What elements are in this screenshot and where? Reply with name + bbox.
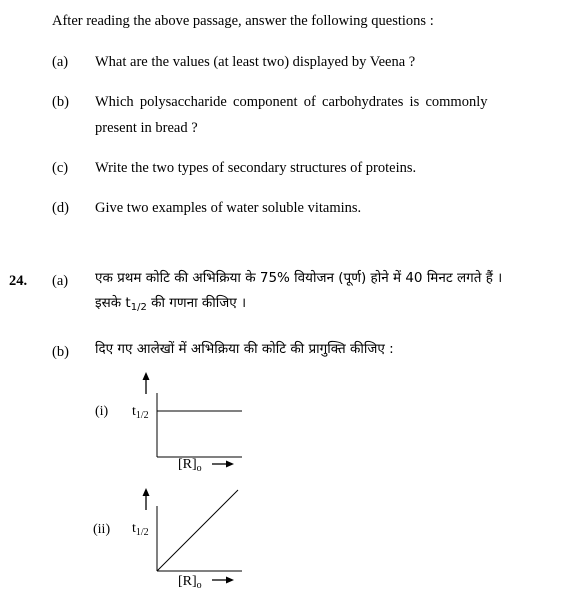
x-axis-subscript: o xyxy=(196,463,202,474)
question-label: (c) xyxy=(52,160,69,176)
y-axis-subscript: 1/2 xyxy=(135,410,149,421)
graph-label: (ii) xyxy=(93,522,111,537)
instructions: After reading the above passage, answer the following questions : xyxy=(52,13,434,29)
x-axis-symbol: [R] xyxy=(178,574,197,589)
question-text: What are the values (at least two) displayed by Veena ? xyxy=(95,54,416,70)
question-label: (a) xyxy=(52,54,69,70)
y-arrow-head xyxy=(143,488,150,496)
question-number: 24. xyxy=(9,273,28,289)
question-text-continued: present in bread ? xyxy=(95,120,198,136)
y-axis-symbol: t xyxy=(132,521,136,536)
y-axis-subscript: 1/2 xyxy=(135,527,149,538)
x-arrow-head xyxy=(226,461,234,468)
question-text: Give two examples of water soluble vitamins. xyxy=(95,200,362,216)
text-fragment: की गणना कीजिए । xyxy=(146,295,247,311)
question-text-hindi: दिए गए आलेखों में अभिक्रिया की कोटि की प्रागुक्ति कीजिए : xyxy=(95,341,394,357)
question-label: (a) xyxy=(52,273,69,289)
question-text: Write the two types of secondary structures of proteins. xyxy=(95,160,417,176)
subscript: 1/2 xyxy=(130,302,147,313)
graph-i xyxy=(143,372,243,468)
graph-label: (i) xyxy=(95,404,109,419)
text-fragment: इसके t xyxy=(95,295,131,311)
y-arrow-head xyxy=(143,372,150,380)
question-text: Which polysaccharide component of carbohydrates is commonly xyxy=(95,94,488,110)
x-axis-subscript: o xyxy=(196,580,202,591)
question-label: (d) xyxy=(52,200,69,216)
question-label: (b) xyxy=(52,344,69,360)
x-axis-symbol: [R] xyxy=(178,457,197,472)
y-axis-symbol: t xyxy=(132,404,136,419)
plot-line xyxy=(157,490,238,571)
x-arrow-head xyxy=(226,577,234,584)
graph-ii xyxy=(143,488,243,584)
question-label: (b) xyxy=(52,94,69,110)
question-text-hindi: एक प्रथम कोटि की अभिक्रिया के 75% वियोजन (पूर्ण) होने में 40 मिनट लगते हैं । xyxy=(95,270,503,286)
